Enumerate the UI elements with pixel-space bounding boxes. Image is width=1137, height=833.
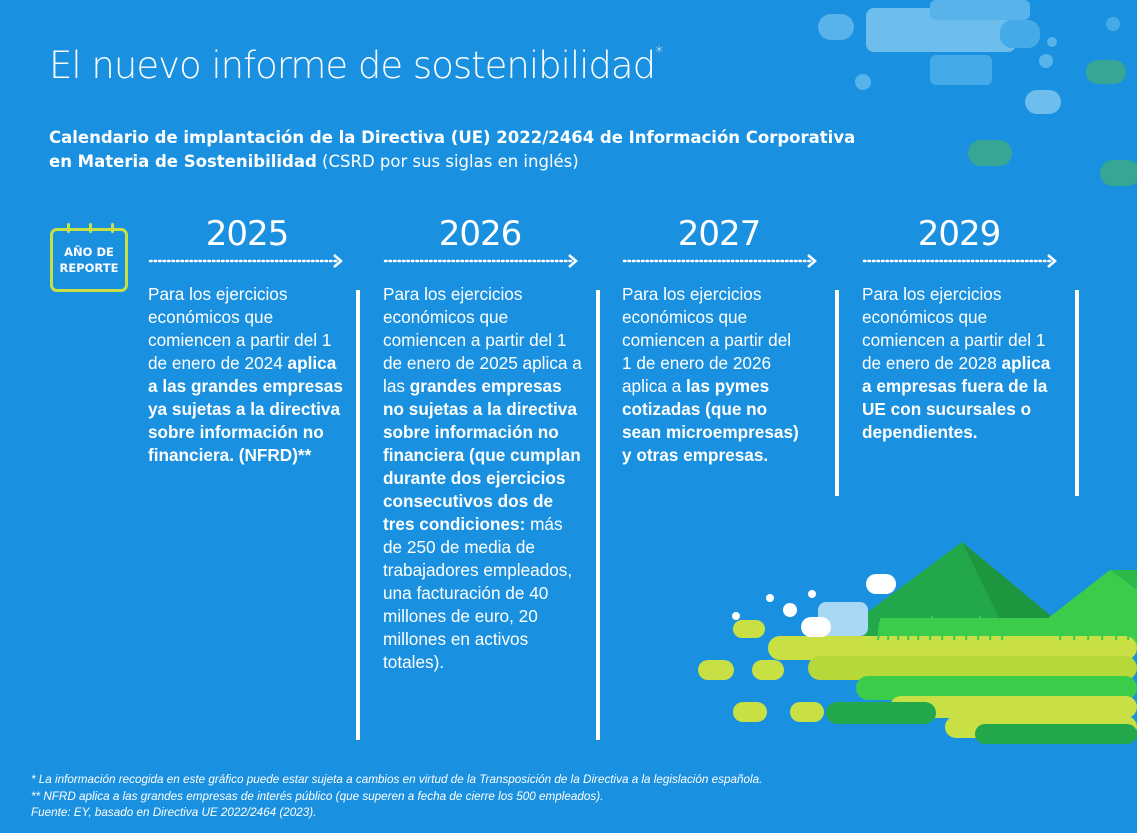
column-rest: más de 250 de media de trabajadores empleados, una facturación de 40 millones de euro, 20 millones en activos totales). xyxy=(383,514,573,672)
title-text: El nuevo informe de sostenibilidad xyxy=(49,44,656,87)
page-title xyxy=(49,44,662,87)
year-2026-heading: 2026 xyxy=(438,214,522,254)
column-bold: aplica a empresas fuera de la UE con sucursales o dependientes. xyxy=(862,353,1051,442)
page-subtitle xyxy=(49,126,869,174)
column-2026-text xyxy=(383,283,583,674)
dotted-arrow-icon xyxy=(383,252,583,270)
subtitle-bold: Calendario de implantación de la Directiva (UE) 2022/2464 de Información Corporativa en Materia de Sostenibilidad xyxy=(49,128,856,171)
year-2025-heading: 2025 xyxy=(205,214,289,254)
footnotes xyxy=(31,772,1111,822)
badge-line-1: AÑO DE xyxy=(64,245,114,259)
column-intro: Para los ejercicios económicos que comiencen a partir del 1 de enero de 2028 xyxy=(862,284,1046,373)
source-note: Fuente: EY, basado en Directiva UE 2022/2464 (2023). xyxy=(31,806,317,819)
column-divider xyxy=(356,290,360,740)
column-divider xyxy=(596,290,600,740)
column-2029-text xyxy=(862,283,1062,444)
badge-line-2: REPORTE xyxy=(59,261,119,275)
column-bold: las pymes cotizadas (que no sean microempresas) y otras empresas. xyxy=(622,376,799,465)
dotted-arrow-icon xyxy=(148,252,348,270)
dotted-arrow-icon xyxy=(622,252,822,270)
column-intro: Para los ejercicios económicos que comiencen a partir del 1 de enero de 2024 xyxy=(148,284,332,373)
calendar-ring-icon xyxy=(111,223,114,233)
calendar-ring-icon xyxy=(89,223,92,233)
column-divider xyxy=(835,290,839,496)
footnote-2: ** NFRD aplica a las grandes empresas de interés público (que superen a fecha de cierre los 500 empleados). xyxy=(31,789,604,803)
dotted-arrow-icon xyxy=(862,252,1062,270)
year-2029-heading: 2029 xyxy=(917,214,1001,254)
year-2027-heading: 2027 xyxy=(677,214,761,254)
landscape-illustration xyxy=(698,542,1137,744)
column-bold: grandes empresas no sujetas a la directiva sobre información no financiera (que cumplan durante dos ejercicios consecutivos dos de tres condiciones: xyxy=(383,376,581,534)
column-2025-text xyxy=(148,283,348,467)
column-2027-text xyxy=(622,283,802,467)
subtitle-light: (CSRD por sus siglas en inglés) xyxy=(316,152,579,171)
title-footnote-mark: * xyxy=(655,42,663,61)
calendar-ring-icon xyxy=(67,223,70,233)
column-intro: Para los ejercicios económicos que comiencen a partir del 1 de enero de 2026 aplica a xyxy=(622,284,792,396)
reporting-year-badge xyxy=(50,228,128,292)
badge-label xyxy=(60,244,119,276)
column-intro: Para los ejercicios económicos que comiencen a partir del 1 de enero de 2025 aplica a las xyxy=(383,284,582,396)
column-bold: aplica a las grandes empresas ya sujetas a la directiva sobre información no financiera. (NFRD)** xyxy=(148,353,343,465)
column-divider xyxy=(1075,290,1079,496)
footnote-1: * La información recogida en este gráfico puede estar sujeta a cambios en virtud de la Transposición de la Directiva a la legislación española. xyxy=(31,773,763,786)
